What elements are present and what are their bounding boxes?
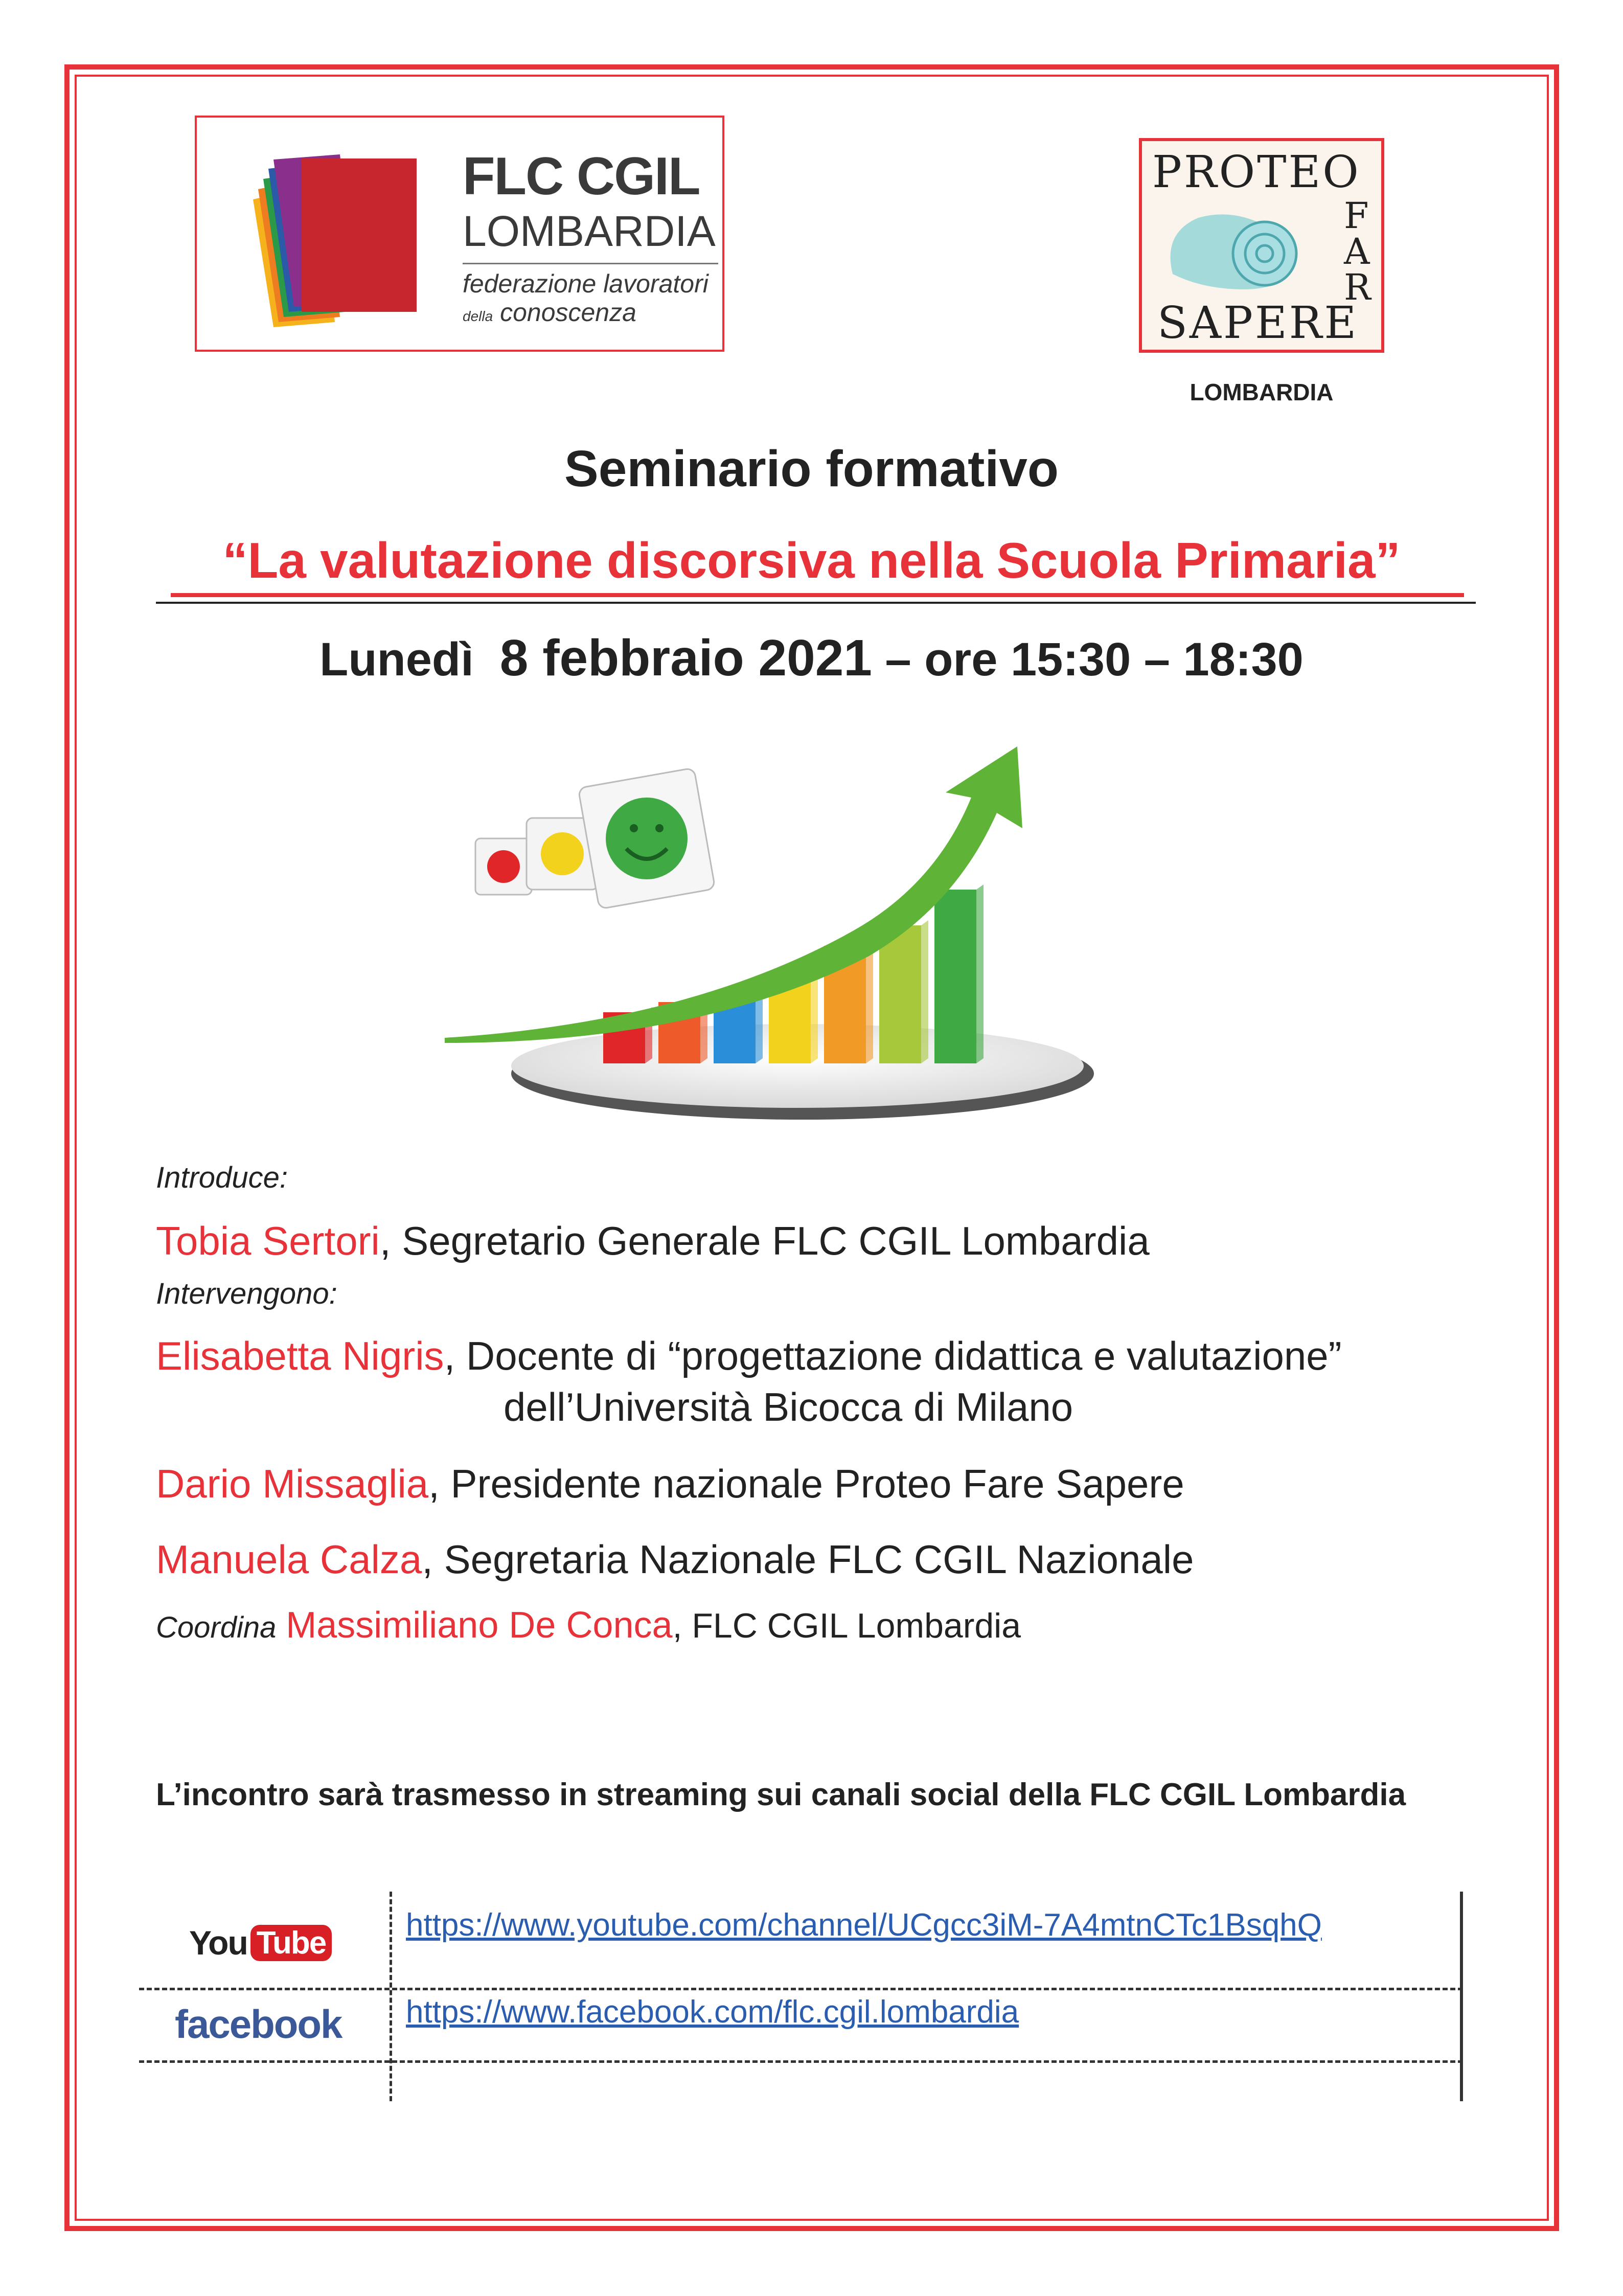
happy-face-icon — [606, 798, 688, 879]
growth-chart-illustration — [435, 736, 1150, 1138]
event-day: Lunedì — [319, 633, 474, 686]
event-date-time — [0, 629, 1623, 688]
flc-logo-tagline-1: federazione lavoratori — [463, 269, 708, 298]
facebook-logo-icon: facebook — [175, 2002, 342, 2047]
speakers-section — [156, 1161, 1536, 1646]
table-row-divider — [139, 1988, 1463, 1990]
coordinator — [156, 1604, 1536, 1646]
flc-logo-tagline-2 — [463, 298, 718, 331]
chart-bar-6 — [879, 925, 921, 1063]
table-column-divider — [390, 1892, 392, 2101]
coord-label: Coordina — [156, 1611, 277, 1644]
coord-role: , FLC CGIL Lombardia — [672, 1606, 1021, 1645]
speaker-role: , Docente di “progettazione didattica e valutazione” — [444, 1333, 1342, 1378]
event-time: – ore 15:30 – 18:30 — [885, 633, 1304, 686]
speaker-name: Elisabetta Nigris — [156, 1333, 444, 1378]
event-subtitle: “La valutazione discorsiva nella Scuola Primaria” — [222, 532, 1401, 588]
intro-speaker — [156, 1215, 1536, 1266]
event-title: Seminario formativo — [564, 440, 1059, 497]
coord-name: Massimiliano De Conca — [286, 1605, 673, 1646]
speaker-role: , Presidente nazionale Proteo Fare Sapere — [428, 1461, 1184, 1506]
chart-bar-side-6 — [921, 920, 928, 1063]
flc-logo-region: LOMBARDIA — [463, 207, 716, 255]
flc-logo-tagline-prefix: della — [463, 308, 493, 324]
speaker-name: Dario Missaglia — [156, 1461, 429, 1506]
proteo-fare-sapere-logo — [1139, 138, 1384, 353]
chart-bar-side-7 — [976, 884, 984, 1063]
speaker-name: Manuela Calza — [156, 1537, 422, 1582]
subtitle-rule — [156, 602, 1476, 604]
flc-cgil-logo — [195, 116, 724, 352]
social-channels-table — [139, 1892, 1463, 2101]
speaker-name: Tobia Sertori — [156, 1218, 380, 1263]
table-row-divider — [139, 2060, 1463, 2063]
svg-text:F: F — [1344, 195, 1369, 237]
flc-logo-title: FLC CGIL — [463, 147, 700, 206]
neutral-face-icon — [541, 832, 584, 875]
growth-chart-svg — [435, 736, 1150, 1135]
proteo-logo-label: LOMBARDIA — [1190, 379, 1334, 405]
panel-speaker — [156, 1458, 1536, 1509]
youtube-link[interactable]: https://www.youtube.com/channel/UCgcc3iM-7A4mtnCTc1BsqhQ — [406, 1907, 1322, 1943]
svg-text:R: R — [1344, 266, 1371, 308]
svg-text:PROTEO: PROTEO — [1152, 147, 1361, 198]
intro-label: Introduce: — [156, 1161, 288, 1194]
panel-speaker — [156, 1534, 1536, 1585]
chart-bar-7 — [934, 890, 976, 1063]
subtitle-underline — [171, 593, 1464, 597]
flc-book-icon — [217, 128, 432, 343]
panel-speaker — [156, 1330, 1536, 1381]
event-date: 8 febbraio 2021 — [499, 629, 872, 687]
face-cards — [475, 768, 715, 909]
table-right-border — [1460, 1892, 1463, 2101]
svg-text:A: A — [1344, 231, 1370, 272]
svg-text:SAPERE: SAPERE — [1157, 298, 1359, 349]
speaker-role: , Segretario Generale FLC CGIL Lombardia — [379, 1218, 1150, 1263]
chart-bar-side-5 — [866, 941, 873, 1063]
facebook-link[interactable]: https://www.facebook.com/flc.cgil.lombardia — [406, 1994, 1019, 2030]
proteo-snail-icon — [1142, 141, 1381, 350]
sad-face-icon — [487, 850, 520, 883]
youtube-logo-icon: You Tube — [189, 1922, 332, 1963]
streaming-note: L’incontro sarà trasmesso in streaming sui canali social della FLC CGIL Lombardia — [156, 1777, 1406, 1812]
speaker-role-continued: dell’Università Bicocca di Milano — [504, 1384, 1073, 1429]
flc-logo-divider — [463, 263, 718, 264]
panel-label: Intervengono: — [156, 1277, 337, 1310]
flc-logo-tagline-word: conoscenza — [500, 298, 636, 327]
speaker-role: , Segretaria Nazionale FLC CGIL Nazionale — [422, 1537, 1194, 1582]
